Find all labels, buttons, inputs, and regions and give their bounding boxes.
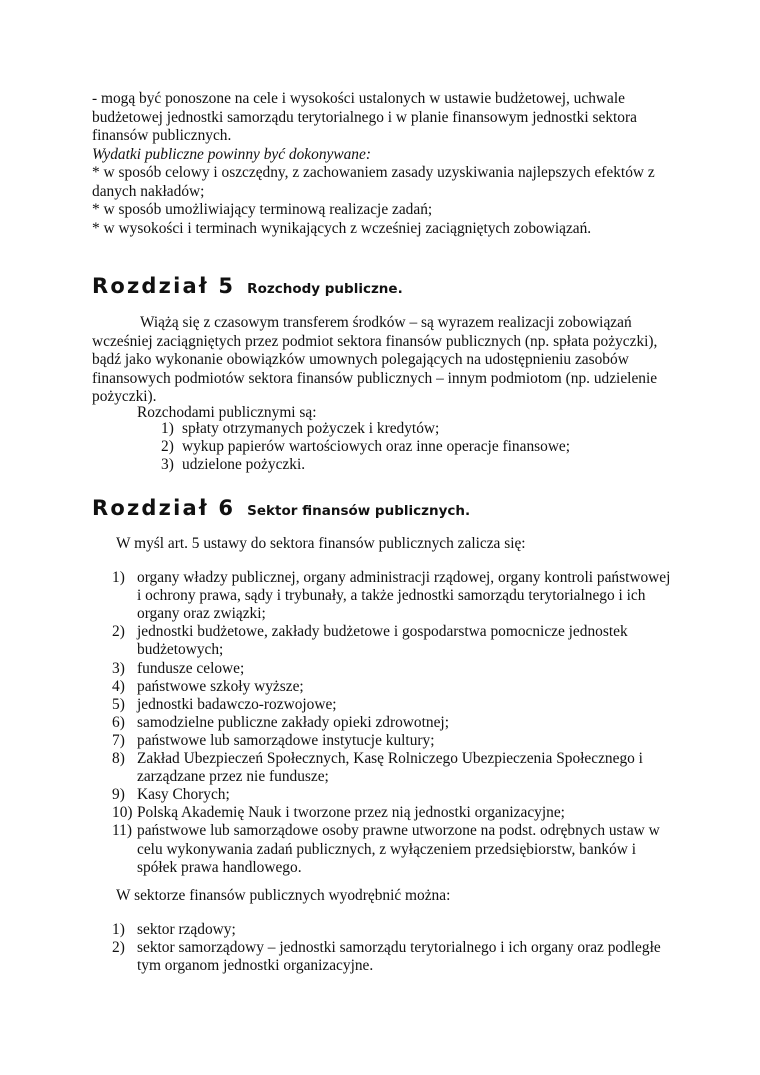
list-number: 2): [161, 438, 174, 456]
text-line: W myśl art. 5 ustawy do sektora finansów publicznych zalicza się:: [116, 535, 526, 552]
chapter-title: Rozchody publiczne.: [247, 281, 403, 297]
list-item-text: celu wykonywania zadań publicznych, z wyłączeniem przedsiębiorstw, banków i: [137, 840, 637, 858]
list-number: 4): [112, 677, 125, 695]
list-number: 1): [161, 420, 174, 437]
list-intro: Rozchodami publicznymi są:: [137, 404, 317, 421]
list-number: 8): [112, 750, 125, 767]
list-number: 5): [112, 695, 125, 713]
list-item-text: państwowe szkoły wyższe;: [137, 677, 304, 695]
list-item-text: sektor rządowy;: [137, 921, 236, 938]
list-number: 1): [112, 569, 125, 586]
list-item-text: Kasy Chorych;: [137, 786, 230, 804]
list-item-text: fundusze celowe;: [137, 659, 245, 677]
list-number: 3): [112, 659, 125, 677]
list-item-text: państwowe lub samorządowe instytucje kultury;: [137, 731, 435, 749]
list-item-text: wykup papierów wartościowych oraz inne operacje finansowe;: [182, 438, 571, 456]
list-item-text: samodzielne publiczne zakłady opieki zdrowotnej;: [137, 713, 449, 731]
list-item-text: tym organom jednostki organizacyjne.: [137, 957, 374, 975]
text-line: budżetowej jednostki samorządu terytorialnego i w planie finansowym jednostki sektora: [92, 108, 637, 126]
bullet-line: * w sposób celowy i oszczędny, z zachowaniem zasady uzyskiwania najlepszych efektów z: [92, 164, 655, 181]
list-number: 3): [161, 456, 174, 474]
italic-heading: Wydatki publiczne powinny być dokonywane:: [92, 145, 371, 163]
text-line: Wiążą się z czasowym transferem środków – są wyrazem realizacji zobowiązań: [140, 314, 632, 331]
list-item-text: organy władzy publicznej, organy administracji rządowej, organy kontroli państwowej: [137, 569, 671, 586]
list-item-text: zarządzane przez nie fundusze;: [137, 768, 329, 786]
chapter-number: Rozdział 6: [92, 496, 236, 520]
list-item-text: Zakład Ubezpieczeń Społecznych, Kasę Rolniczego Ubezpieczenia Społecznego i: [137, 750, 643, 767]
list-item-text: jednostki budżetowe, zakłady budżetowe i gospodarstwa pomocnicze jednostek: [137, 623, 628, 641]
text-line: bądź jako wykonanie obowiązków umownych polegających na udostępnieniu zasobów: [92, 351, 629, 368]
list-item-text: jednostki badawczo-rozwojowe;: [137, 695, 337, 713]
list-item-text: spółek prawa handlowego.: [137, 858, 302, 876]
chapter-6-heading: [92, 496, 470, 520]
bullet-line: * w wysokości i terminach wynikających z wcześniej zaciągniętych zobowiązań.: [92, 219, 592, 237]
text-line: finansów publicznych.: [92, 127, 232, 144]
list-number: 6): [112, 713, 125, 731]
list-item-text: udzielone pożyczki.: [182, 456, 306, 474]
bullet-line: * w sposób umożliwiający terminową realizacje zadań;: [92, 201, 433, 218]
list-number: 1): [112, 921, 125, 938]
text-line: finansowych podmiotów sektora finansów publicznych – innym podmiotom (np. udzielenie: [92, 369, 658, 387]
bullet-line: danych nakładów;: [92, 182, 205, 200]
text-line: W sektorze finansów publicznych wyodrębnić można:: [116, 887, 451, 904]
chapter-title: Sektor finansów publicznych.: [247, 503, 471, 519]
chapter-5-heading: [92, 274, 403, 298]
text-line: pożyczki).: [92, 388, 157, 405]
list-number: 10): [112, 804, 133, 822]
list-number: 2): [112, 623, 125, 641]
list-item-text: i ochrony prawa, sądy i trybunały, a także jednostki samorządu terytorialnego i ich: [137, 587, 646, 605]
list-item-text: Polską Akademię Nauk i tworzone przez nią jednostki organizacyjne;: [137, 804, 565, 822]
list-number: 11): [112, 822, 132, 840]
text-line: - mogą być ponoszone na cele i wysokości ustalonych w ustawie budżetowej, uchwale: [92, 90, 625, 107]
list-item-text: państwowe lub samorządowe osoby prawne utworzone na podst. odrębnych ustaw w: [137, 822, 660, 840]
list-item-text: organy oraz związki;: [137, 605, 266, 623]
chapter-number: Rozdział 5: [92, 274, 236, 298]
list-item-text: budżetowych;: [137, 641, 224, 659]
list-item-text: spłaty otrzymanych pożyczek i kredytów;: [182, 420, 440, 437]
list-number: 2): [112, 939, 125, 957]
list-number: 9): [112, 786, 125, 804]
list-item-text: sektor samorządowy – jednostki samorządu terytorialnego i ich organy oraz podległe: [137, 939, 661, 957]
list-number: 7): [112, 731, 125, 749]
text-line: wcześniej zaciągniętych przez podmiot sektora finansów publicznych (np. spłata pożyczki),: [92, 332, 658, 350]
